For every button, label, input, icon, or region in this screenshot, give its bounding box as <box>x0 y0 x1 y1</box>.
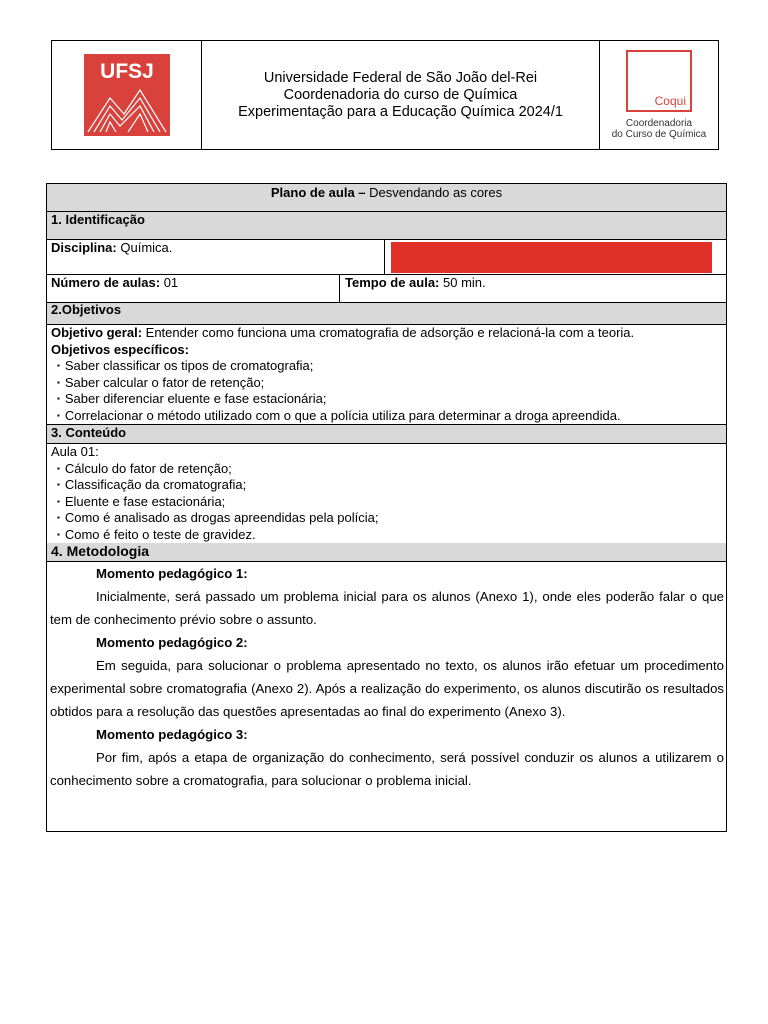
ufsj-logo <box>84 54 170 136</box>
list-item: ▪ Saber diferenciar eluente e fase estacionária; <box>51 391 722 408</box>
numero-aulas-cell <box>47 275 340 302</box>
section-metodologia: 4. Metodologia <box>47 543 726 561</box>
list-item: ▪ Eluente e fase estacionária; <box>51 494 722 511</box>
disciplina-row <box>47 239 726 274</box>
list-item: ▪ Classificação da cromatografia; <box>51 477 722 494</box>
disciplina-label: Disciplina: <box>51 240 117 255</box>
disciplina-value: Química. <box>116 240 173 255</box>
course-name: Experimentação para a Educação Química 2024/1 <box>238 103 563 120</box>
momento-2-text: Em seguida, para solucionar o problema apresentado no texto, os alunos irão efetuar um procedimento experimental sobre cromatografia (Anexo 2). Após a realização do experimento, os alunos discutirão os resultados obtidos para a resolução das questões apresentadas ao final do experimento (Anexo 3). <box>50 658 724 719</box>
objetivo-geral <box>51 325 722 342</box>
aulas-row <box>47 274 726 302</box>
coqui-subtitle <box>612 118 707 140</box>
disciplina-cell <box>47 240 385 274</box>
metodologia-content <box>47 561 726 831</box>
institution-info <box>202 41 600 149</box>
numero-aulas-label: Número de aulas: <box>51 275 161 290</box>
list-item: ▪ Saber classificar os tipos de cromatografia; <box>51 358 722 375</box>
conteudo-content <box>47 443 726 543</box>
momento-1-text: Inicialmente, será passado um problema inicial para os alunos (Anexo 1), onde eles poderão falar o que tem de conhecimento prévio sobre o assunto. <box>50 589 724 627</box>
coqui-logo <box>626 50 692 112</box>
plan-title <box>47 184 726 211</box>
list-item: ▪ Como é analisado as drogas apreendidas pela polícia; <box>51 510 722 527</box>
university-name: Universidade Federal de São João del-Rei <box>263 69 538 86</box>
plan-title-label: Plano de aula – <box>270 185 366 200</box>
objetivos-especificos-label: Objetivos específicos: <box>51 341 189 357</box>
tempo-aula-cell <box>341 275 490 291</box>
coqui-sub-line-2: do Curso de Química <box>611 129 707 140</box>
momento-2-title: Momento pedagógico 2: <box>96 635 248 650</box>
ufsj-logo-cell <box>52 41 202 149</box>
coqui-sub-line-1: Coordenadoria <box>625 118 693 129</box>
tempo-aula-value: 50 min. <box>439 275 486 290</box>
coqui-logo-cell <box>600 41 718 149</box>
section-objetivos: 2.Objetivos <box>47 302 726 324</box>
aula-label: Aula 01: <box>51 444 99 459</box>
numero-aulas-value: 01 <box>160 275 179 290</box>
section-identificacao: 1. Identificação <box>47 211 726 239</box>
list-item: ▪ Cálculo do fator de retenção; <box>51 461 722 478</box>
document-header <box>51 40 719 150</box>
section-conteudo: 3. Conteúdo <box>47 424 726 443</box>
plan-title-value: Desvendando as cores <box>365 185 503 200</box>
tempo-aula-label: Tempo de aula: <box>345 275 440 290</box>
list-item: ▪ Saber calcular o fator de retenção; <box>51 375 722 392</box>
coordination-name: Coordenadoria do curso de Química <box>283 86 518 103</box>
ufsj-logo-text: UFSJ <box>99 60 154 83</box>
redacted-block <box>391 242 712 273</box>
momento-3-text: Por fim, após a etapa de organização do conhecimento, será possível conduzir os alunos a utilizarem o conhecimento sobre a cromatografia, para solucionar o problema inicial. <box>50 750 724 788</box>
momento-3-title: Momento pedagógico 3: <box>96 727 248 742</box>
coqui-logo-word: Coqui <box>654 94 686 108</box>
objetivo-geral-label: Objetivo geral: <box>51 325 143 340</box>
momento-1-title: Momento pedagógico 1: <box>96 566 248 581</box>
objetivos-content <box>47 324 726 424</box>
objetivo-geral-value: Entender como funciona uma cromatografia de adsorção e relacioná-la com a teoria. <box>142 325 635 340</box>
lesson-plan-table <box>46 183 727 832</box>
list-item: ▪ Correlacionar o método utilizado com o que a polícia utiliza para determinar a droga apreendida. <box>51 408 722 425</box>
list-item: ▪ Como é feito o teste de gravidez. <box>51 527 722 544</box>
